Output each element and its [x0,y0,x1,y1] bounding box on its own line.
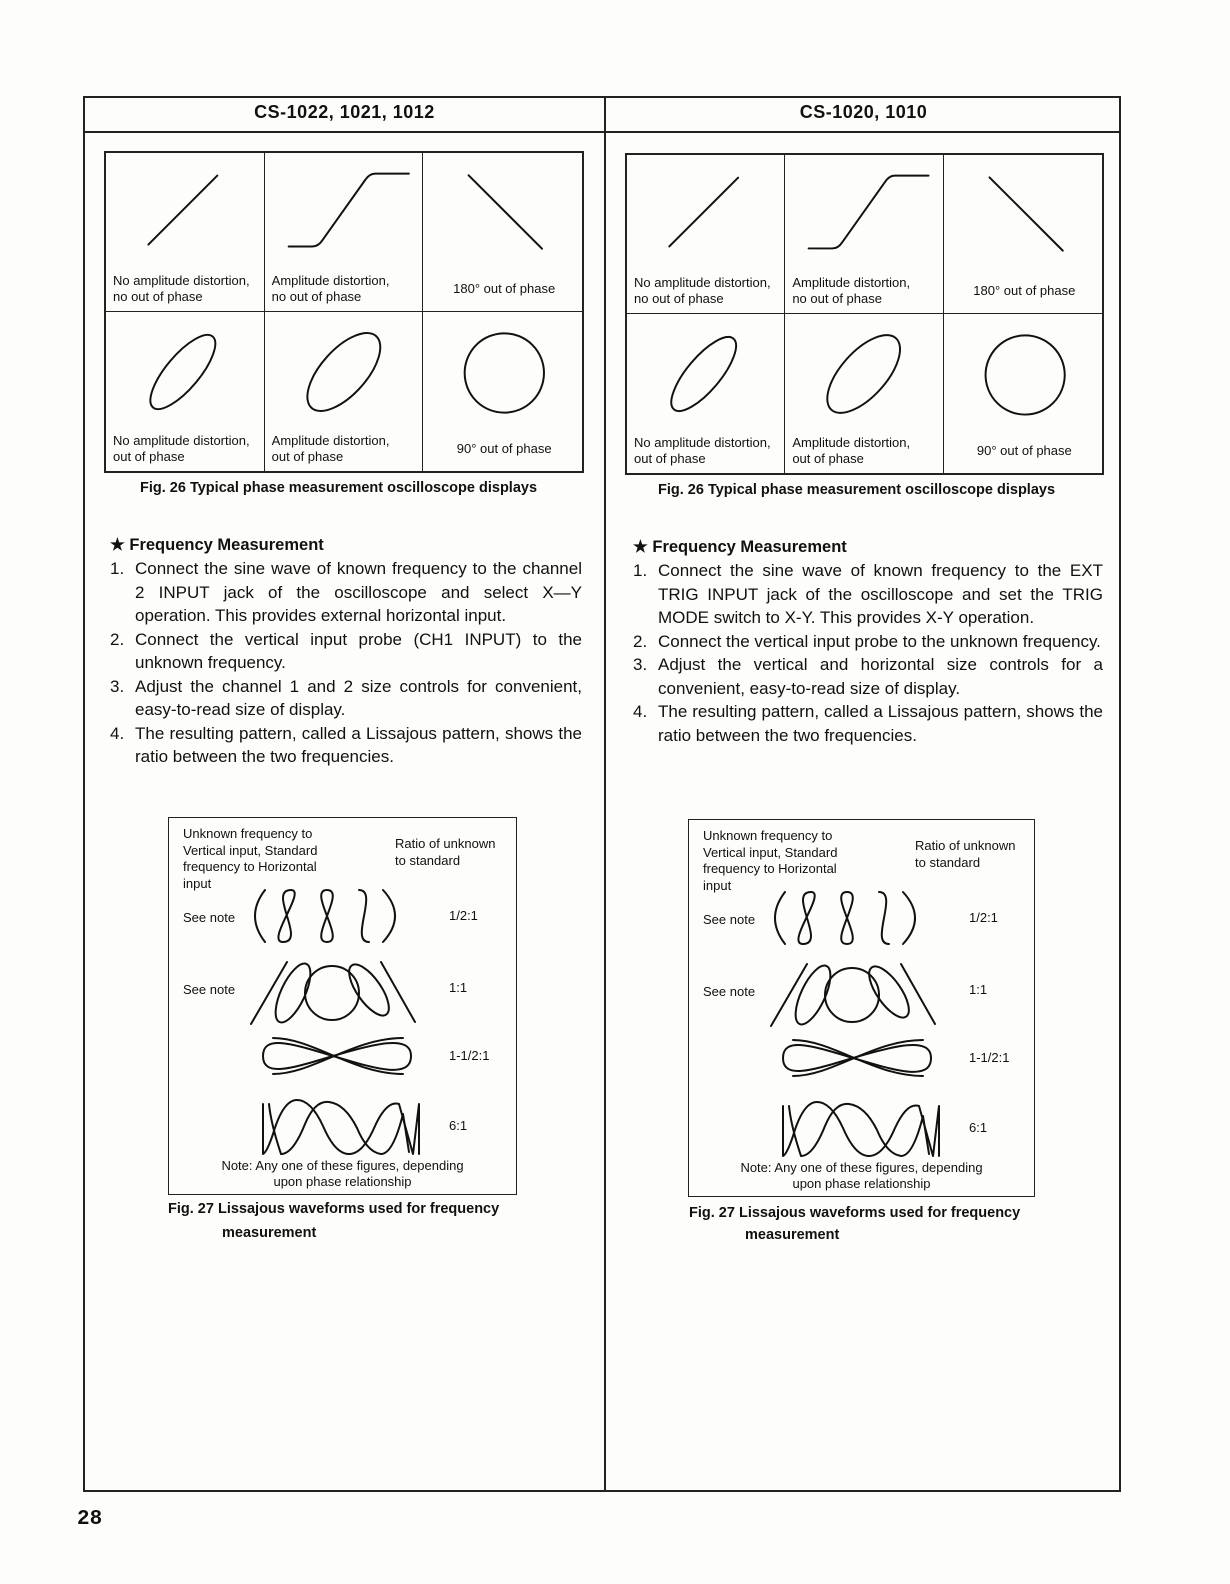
phase-display-caption: 90° out of phase [456,441,552,456]
clipped-line-icon [785,159,942,271]
fig27-caption: Fig. 27 Lissajous waveforms used for frequency [168,1201,500,1217]
phase-display-caption: No amplitude distortion, out of phase [634,435,771,466]
section-title: ★ Frequency Measurement [110,536,324,554]
wide-ellipse-icon [265,316,423,428]
step-text: The resulting pattern, called a Lissajous pattern, shows the ratio between the two frequencies. [658,702,1103,745]
phase-display-cell [785,314,943,473]
step-number: 2. [110,629,125,649]
page-number: 28 [77,1508,103,1531]
lissajous-row-label: See note [183,982,236,997]
lissajous-note: Note: Any one of these figures, depending upon phase relationship [221,1158,464,1189]
step-text: Connect the sine wave of known frequency to the channel 2 INPUT jack of the oscilloscope and select X—Y operation. This provides external horizontal input. [135,559,582,625]
fig26-caption: Fig. 26 Typical phase measurement oscilloscope displays [658,482,1056,498]
phase-display-caption: No amplitude distortion, out of phase [113,433,250,464]
procedure-steps [633,559,1103,747]
wide-ellipse-icon [785,318,942,430]
lissajous-one-to-one-icon [247,956,419,1026]
lissajous-ratio: 6:1 [969,1120,988,1135]
circle-icon [423,316,582,428]
phase-display-cell [423,153,582,312]
circle-icon [944,318,1102,430]
phase-display-caption: 180° out of phase [453,281,556,296]
lissajous-header-right: Ratio of unknown to standard [395,836,496,868]
step-number: 1. [633,561,648,580]
phase-display-caption: Amplitude distortion, out of phase [792,435,911,466]
lissajous-ratio: 6:1 [449,1118,468,1133]
phase-display-cell [944,314,1102,473]
narrow-ellipse-icon [106,316,264,428]
phase-display-cell [265,153,424,312]
column-header-right: CS-1020, 1010 [799,102,928,122]
fig27-caption-continued: measurement [745,1227,840,1243]
step-text: The resulting pattern, called a Lissajous pattern, shows the ratio between the two frequencies. [135,723,582,766]
procedure-step [110,557,582,628]
column-divider [604,96,606,1492]
lissajous-row-label: See note [183,910,236,925]
procedure-step [633,653,1103,700]
lissajous-six-to-one-icon [773,1096,945,1166]
phase-display-cell [944,155,1102,314]
phase-display-cell [627,314,785,473]
phase-display-grid [625,153,1104,475]
step-text: Adjust the channel 1 and 2 size controls for convenient, easy-to-read size of display. [135,676,582,719]
lissajous-half-ratio-icon [247,884,417,954]
narrow-ellipse-icon [627,318,784,430]
lissajous-ratio: 1-1/2:1 [969,1050,1010,1065]
phase-display-cell [423,312,582,471]
lissajous-ratio: 1/2:1 [969,910,998,925]
lissajous-header-left: Unknown frequency to Vertical input, Standard frequency to Horizontal input [183,826,318,891]
lissajous-three-halves-icon [253,1024,423,1094]
phase-display-caption: Amplitude distortion, out of phase [271,433,390,464]
clipped-line-icon [265,157,423,269]
procedure-step [633,630,1103,654]
procedure-step [633,559,1103,630]
phase-display-cell [106,312,265,471]
phase-display-caption: Amplitude distortion, no out of phase [792,275,911,306]
lissajous-row-label: See note [703,912,756,927]
phase-display-cell [627,155,785,314]
lissajous-one-to-one-icon [767,958,939,1028]
step-text: Connect the vertical input probe (CH1 INPUT) to the unknown frequency. [135,629,582,672]
step-text: Connect the sine wave of known frequency to the EXT TRIG INPUT jack of the oscilloscope and set the TRIG MODE switch to X-Y. This provides X-Y operation. [658,561,1103,627]
header-rule [83,131,1121,133]
lissajous-ratio: 1:1 [969,982,988,997]
fig27-caption: Fig. 27 Lissajous waveforms used for frequency [689,1205,1021,1221]
lissajous-header-right: Ratio of unknown to standard [915,838,1016,870]
step-number: 3. [110,676,125,696]
procedure-step [633,700,1103,747]
procedure-steps [110,557,582,769]
phase-display-caption: Amplitude distortion, no out of phase [271,273,390,304]
lissajous-ratio: 1:1 [449,980,468,995]
phase-display-caption: No amplitude distortion, no out of phase [634,275,771,306]
step-number: 3. [633,655,648,674]
procedure-step [110,628,582,675]
diagonal-line-icon [106,157,264,269]
lissajous-ratio: 1-1/2:1 [449,1048,490,1063]
diagonal-line-icon [627,159,784,271]
phase-display-grid [104,151,584,473]
reverse-diagonal-icon [944,159,1102,271]
lissajous-ratio: 1/2:1 [449,908,478,923]
phase-display-cell [785,155,943,314]
phase-display-caption: 90° out of phase [976,443,1072,458]
section-title: ★ Frequency Measurement [633,538,847,556]
fig26-caption: Fig. 26 Typical phase measurement oscilloscope displays [140,480,538,496]
lissajous-half-ratio-icon [767,886,937,956]
reverse-diagonal-icon [423,157,582,269]
step-number: 4. [633,702,648,721]
column-header-left: CS-1022, 1021, 1012 [254,102,435,122]
lissajous-row-label: See note [703,984,756,999]
phase-display-caption: No amplitude distortion, no out of phase [113,273,250,304]
step-number: 1. [110,559,125,578]
step-text: Connect the vertical input probe to the unknown frequency. [658,631,1101,651]
step-number: 4. [110,723,125,743]
phase-display-cell [265,312,424,471]
lissajous-header-left: Unknown frequency to Vertical input, Standard frequency to Horizontal input [703,828,838,893]
lissajous-six-to-one-icon [253,1094,425,1164]
phase-display-caption: 180° out of phase [973,283,1076,298]
procedure-step [110,675,582,722]
lissajous-three-halves-icon [773,1026,943,1096]
phase-display-cell [106,153,265,312]
step-number: 2. [633,631,648,651]
step-text: Adjust the vertical and horizontal size controls for a convenient, easy-to-read size of display. [658,655,1103,698]
procedure-step [110,722,582,769]
fig27-caption-continued: measurement [222,1225,317,1241]
lissajous-figure-box [688,819,1035,1197]
lissajous-figure-box [168,817,517,1195]
lissajous-note: Note: Any one of these figures, depending upon phase relationship [740,1160,983,1191]
